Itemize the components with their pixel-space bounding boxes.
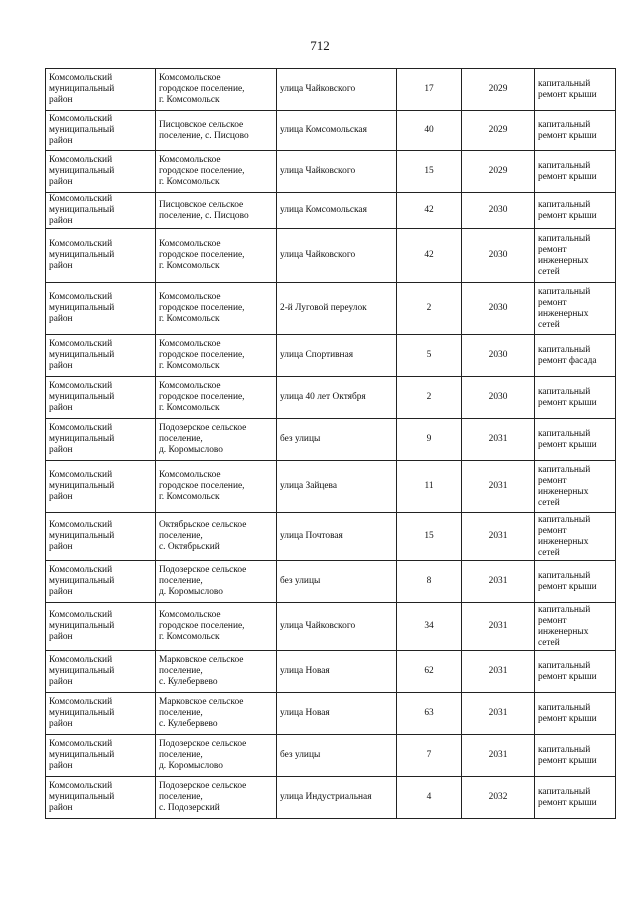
settlement-cell bbox=[156, 377, 277, 419]
settlement-cell-text: Подозерское сельское поселение, д. Коромыслово bbox=[159, 739, 247, 771]
year-cell: 2031 bbox=[462, 735, 535, 777]
work-type-cell bbox=[535, 335, 616, 377]
housing-repair-table bbox=[45, 68, 616, 819]
table-row bbox=[46, 151, 616, 193]
house-number-cell: 9 bbox=[397, 419, 462, 461]
district-cell bbox=[46, 513, 156, 561]
work-type-cell-text: капитальный ремонт крыши bbox=[538, 744, 597, 766]
table-row bbox=[46, 193, 616, 229]
work-type-cell bbox=[535, 777, 616, 819]
house-number-cell: 4 bbox=[397, 777, 462, 819]
work-type-cell bbox=[535, 377, 616, 419]
year-cell: 2031 bbox=[462, 419, 535, 461]
district-cell bbox=[46, 377, 156, 419]
table-body bbox=[46, 69, 616, 819]
house-number-cell: 17 bbox=[397, 69, 462, 111]
district-cell-text: Комсомольский муниципальный район bbox=[49, 381, 115, 413]
table-row bbox=[46, 513, 616, 561]
district-cell-text: Комсомольский муниципальный район bbox=[49, 565, 115, 597]
district-cell-text: Комсомольский муниципальный район bbox=[49, 610, 115, 642]
street-cell: без улицы bbox=[277, 419, 397, 461]
table-row bbox=[46, 603, 616, 651]
work-type-cell-text: капитальный ремонт крыши bbox=[538, 660, 597, 682]
district-cell-text: Комсомольский муниципальный район bbox=[49, 194, 115, 226]
settlement-cell-text: Писцовское сельское поселение, с. Писцово bbox=[159, 199, 249, 221]
street-cell: улица Индустриальная bbox=[277, 777, 397, 819]
street-cell: без улицы bbox=[277, 561, 397, 603]
work-type-cell-text: капитальный ремонт крыши bbox=[538, 570, 597, 592]
work-type-cell-text: капитальный ремонт крыши bbox=[538, 78, 597, 100]
work-type-cell bbox=[535, 603, 616, 651]
street-cell: улица Чайковского bbox=[277, 69, 397, 111]
year-cell: 2031 bbox=[462, 513, 535, 561]
district-cell bbox=[46, 735, 156, 777]
settlement-cell bbox=[156, 561, 277, 603]
district-cell bbox=[46, 111, 156, 151]
house-number-cell: 42 bbox=[397, 193, 462, 229]
year-cell: 2030 bbox=[462, 229, 535, 283]
house-number-cell: 15 bbox=[397, 513, 462, 561]
street-cell: улица Новая bbox=[277, 693, 397, 735]
table-row bbox=[46, 461, 616, 513]
street-cell: улица Чайковского bbox=[277, 229, 397, 283]
district-cell bbox=[46, 193, 156, 229]
year-cell: 2029 bbox=[462, 151, 535, 193]
house-number-cell: 62 bbox=[397, 651, 462, 693]
district-cell-text: Комсомольский муниципальный район bbox=[49, 781, 115, 813]
district-cell-text: Комсомольский муниципальный район bbox=[49, 470, 115, 502]
district-cell-text: Комсомольский муниципальный район bbox=[49, 239, 115, 271]
table-row bbox=[46, 335, 616, 377]
year-cell: 2029 bbox=[462, 111, 535, 151]
district-cell bbox=[46, 777, 156, 819]
house-number-cell: 42 bbox=[397, 229, 462, 283]
street-cell: улица Зайцева bbox=[277, 461, 397, 513]
work-type-cell-text: капитальный ремонт инженерных сетей bbox=[538, 286, 591, 330]
settlement-cell bbox=[156, 193, 277, 229]
district-cell bbox=[46, 335, 156, 377]
work-type-cell bbox=[535, 461, 616, 513]
work-type-cell-text: капитальный ремонт крыши bbox=[538, 160, 597, 182]
settlement-cell bbox=[156, 69, 277, 111]
work-type-cell bbox=[535, 651, 616, 693]
settlement-cell bbox=[156, 419, 277, 461]
work-type-cell bbox=[535, 229, 616, 283]
work-type-cell-text: капитальный ремонт инженерных сетей bbox=[538, 233, 591, 277]
street-cell: улица Спортивная bbox=[277, 335, 397, 377]
work-type-cell-text: капитальный ремонт крыши bbox=[538, 119, 597, 141]
work-type-cell bbox=[535, 193, 616, 229]
table-row bbox=[46, 561, 616, 603]
work-type-cell bbox=[535, 69, 616, 111]
settlement-cell bbox=[156, 651, 277, 693]
district-cell bbox=[46, 69, 156, 111]
settlement-cell bbox=[156, 335, 277, 377]
settlement-cell-text: Комсомольское городское поселение, г. Комсомольск bbox=[159, 381, 245, 413]
work-type-cell bbox=[535, 513, 616, 561]
house-number-cell: 40 bbox=[397, 111, 462, 151]
table-row bbox=[46, 69, 616, 111]
work-type-cell bbox=[535, 419, 616, 461]
settlement-cell-text: Комсомольское городское поселение, г. Комсомольск bbox=[159, 155, 245, 187]
district-cell-text: Комсомольский муниципальный район bbox=[49, 655, 115, 687]
year-cell: 2031 bbox=[462, 651, 535, 693]
settlement-cell-text: Марковское сельское поселение, с. Кулебервево bbox=[159, 655, 244, 687]
table-row bbox=[46, 283, 616, 335]
settlement-cell-text: Комсомольское городское поселение, г. Комсомольск bbox=[159, 610, 245, 642]
settlement-cell-text: Подозерское сельское поселение, д. Коромыслово bbox=[159, 423, 247, 455]
work-type-cell-text: капитальный ремонт крыши bbox=[538, 786, 597, 808]
table-row bbox=[46, 735, 616, 777]
settlement-cell bbox=[156, 693, 277, 735]
work-type-cell-text: капитальный ремонт инженерных сетей bbox=[538, 464, 591, 508]
settlement-cell bbox=[156, 461, 277, 513]
house-number-cell: 2 bbox=[397, 377, 462, 419]
district-cell-text: Комсомольский муниципальный район bbox=[49, 292, 115, 324]
district-cell-text: Комсомольский муниципальный район bbox=[49, 697, 115, 729]
settlement-cell-text: Марковское сельское поселение, с. Кулебервево bbox=[159, 697, 244, 729]
work-type-cell bbox=[535, 561, 616, 603]
year-cell: 2031 bbox=[462, 461, 535, 513]
settlement-cell bbox=[156, 151, 277, 193]
district-cell-text: Комсомольский муниципальный район bbox=[49, 739, 115, 771]
district-cell bbox=[46, 603, 156, 651]
year-cell: 2030 bbox=[462, 193, 535, 229]
district-cell bbox=[46, 561, 156, 603]
street-cell: улица Чайковского bbox=[277, 603, 397, 651]
work-type-cell-text: капитальный ремонт крыши bbox=[538, 199, 597, 221]
house-number-cell: 15 bbox=[397, 151, 462, 193]
street-cell: 2-й Луговой переулок bbox=[277, 283, 397, 335]
settlement-cell-text: Писцовское сельское поселение, с. Писцово bbox=[159, 119, 249, 141]
district-cell bbox=[46, 651, 156, 693]
district-cell bbox=[46, 151, 156, 193]
street-cell: улица Комсомольская bbox=[277, 193, 397, 229]
table-row bbox=[46, 777, 616, 819]
district-cell-text: Комсомольский муниципальный район bbox=[49, 155, 115, 187]
year-cell: 2031 bbox=[462, 693, 535, 735]
district-cell-text: Комсомольский муниципальный район bbox=[49, 423, 115, 455]
table-row bbox=[46, 377, 616, 419]
work-type-cell-text: капитальный ремонт крыши bbox=[538, 386, 597, 408]
settlement-cell-text: Комсомольское городское поселение, г. Комсомольск bbox=[159, 470, 245, 502]
settlement-cell bbox=[156, 735, 277, 777]
settlement-cell-text: Комсомольское городское поселение, г. Комсомольск bbox=[159, 339, 245, 371]
settlement-cell bbox=[156, 283, 277, 335]
year-cell: 2031 bbox=[462, 603, 535, 651]
table-row bbox=[46, 419, 616, 461]
district-cell bbox=[46, 283, 156, 335]
year-cell: 2030 bbox=[462, 377, 535, 419]
table-row bbox=[46, 693, 616, 735]
settlement-cell bbox=[156, 229, 277, 283]
house-number-cell: 34 bbox=[397, 603, 462, 651]
district-cell-text: Комсомольский муниципальный район bbox=[49, 339, 115, 371]
street-cell: улица 40 лет Октября bbox=[277, 377, 397, 419]
work-type-cell bbox=[535, 735, 616, 777]
house-number-cell: 2 bbox=[397, 283, 462, 335]
year-cell: 2029 bbox=[462, 69, 535, 111]
work-type-cell-text: капитальный ремонт фасада bbox=[538, 344, 597, 366]
house-number-cell: 7 bbox=[397, 735, 462, 777]
work-type-cell-text: капитальный ремонт крыши bbox=[538, 428, 597, 450]
district-cell bbox=[46, 693, 156, 735]
year-cell: 2032 bbox=[462, 777, 535, 819]
settlement-cell bbox=[156, 513, 277, 561]
year-cell: 2031 bbox=[462, 561, 535, 603]
house-number-cell: 63 bbox=[397, 693, 462, 735]
page-number: 712 bbox=[310, 38, 330, 53]
settlement-cell-text: Комсомольское городское поселение, г. Комсомольск bbox=[159, 73, 245, 105]
year-cell: 2030 bbox=[462, 283, 535, 335]
street-cell: улица Чайковского bbox=[277, 151, 397, 193]
house-number-cell: 11 bbox=[397, 461, 462, 513]
year-cell: 2030 bbox=[462, 335, 535, 377]
district-cell-text: Комсомольский муниципальный район bbox=[49, 114, 115, 146]
street-cell: без улицы bbox=[277, 735, 397, 777]
settlement-cell-text: Октябрьское сельское поселение, с. Октябрьский bbox=[159, 520, 247, 552]
house-number-cell: 8 bbox=[397, 561, 462, 603]
table-row bbox=[46, 111, 616, 151]
house-number-cell: 5 bbox=[397, 335, 462, 377]
work-type-cell bbox=[535, 283, 616, 335]
district-cell-text: Комсомольский муниципальный район bbox=[49, 520, 115, 552]
table-row bbox=[46, 651, 616, 693]
work-type-cell bbox=[535, 111, 616, 151]
work-type-cell bbox=[535, 151, 616, 193]
settlement-cell-text: Подозерское сельское поселение, с. Подозерский bbox=[159, 781, 247, 813]
settlement-cell-text: Комсомольское городское поселение, г. Комсомольск bbox=[159, 292, 245, 324]
work-type-cell-text: капитальный ремонт крыши bbox=[538, 702, 597, 724]
settlement-cell bbox=[156, 603, 277, 651]
district-cell bbox=[46, 229, 156, 283]
street-cell: улица Новая bbox=[277, 651, 397, 693]
settlement-cell bbox=[156, 777, 277, 819]
district-cell bbox=[46, 461, 156, 513]
district-cell-text: Комсомольский муниципальный район bbox=[49, 73, 115, 105]
work-type-cell bbox=[535, 693, 616, 735]
settlement-cell bbox=[156, 111, 277, 151]
district-cell bbox=[46, 419, 156, 461]
settlement-cell-text: Комсомольское городское поселение, г. Комсомольск bbox=[159, 239, 245, 271]
settlement-cell-text: Подозерское сельское поселение, д. Коромыслово bbox=[159, 565, 247, 597]
work-type-cell-text: капитальный ремонт инженерных сетей bbox=[538, 604, 591, 648]
table-row bbox=[46, 229, 616, 283]
street-cell: улица Почтовая bbox=[277, 513, 397, 561]
work-type-cell-text: капитальный ремонт инженерных сетей bbox=[538, 514, 591, 558]
street-cell: улица Комсомольская bbox=[277, 111, 397, 151]
